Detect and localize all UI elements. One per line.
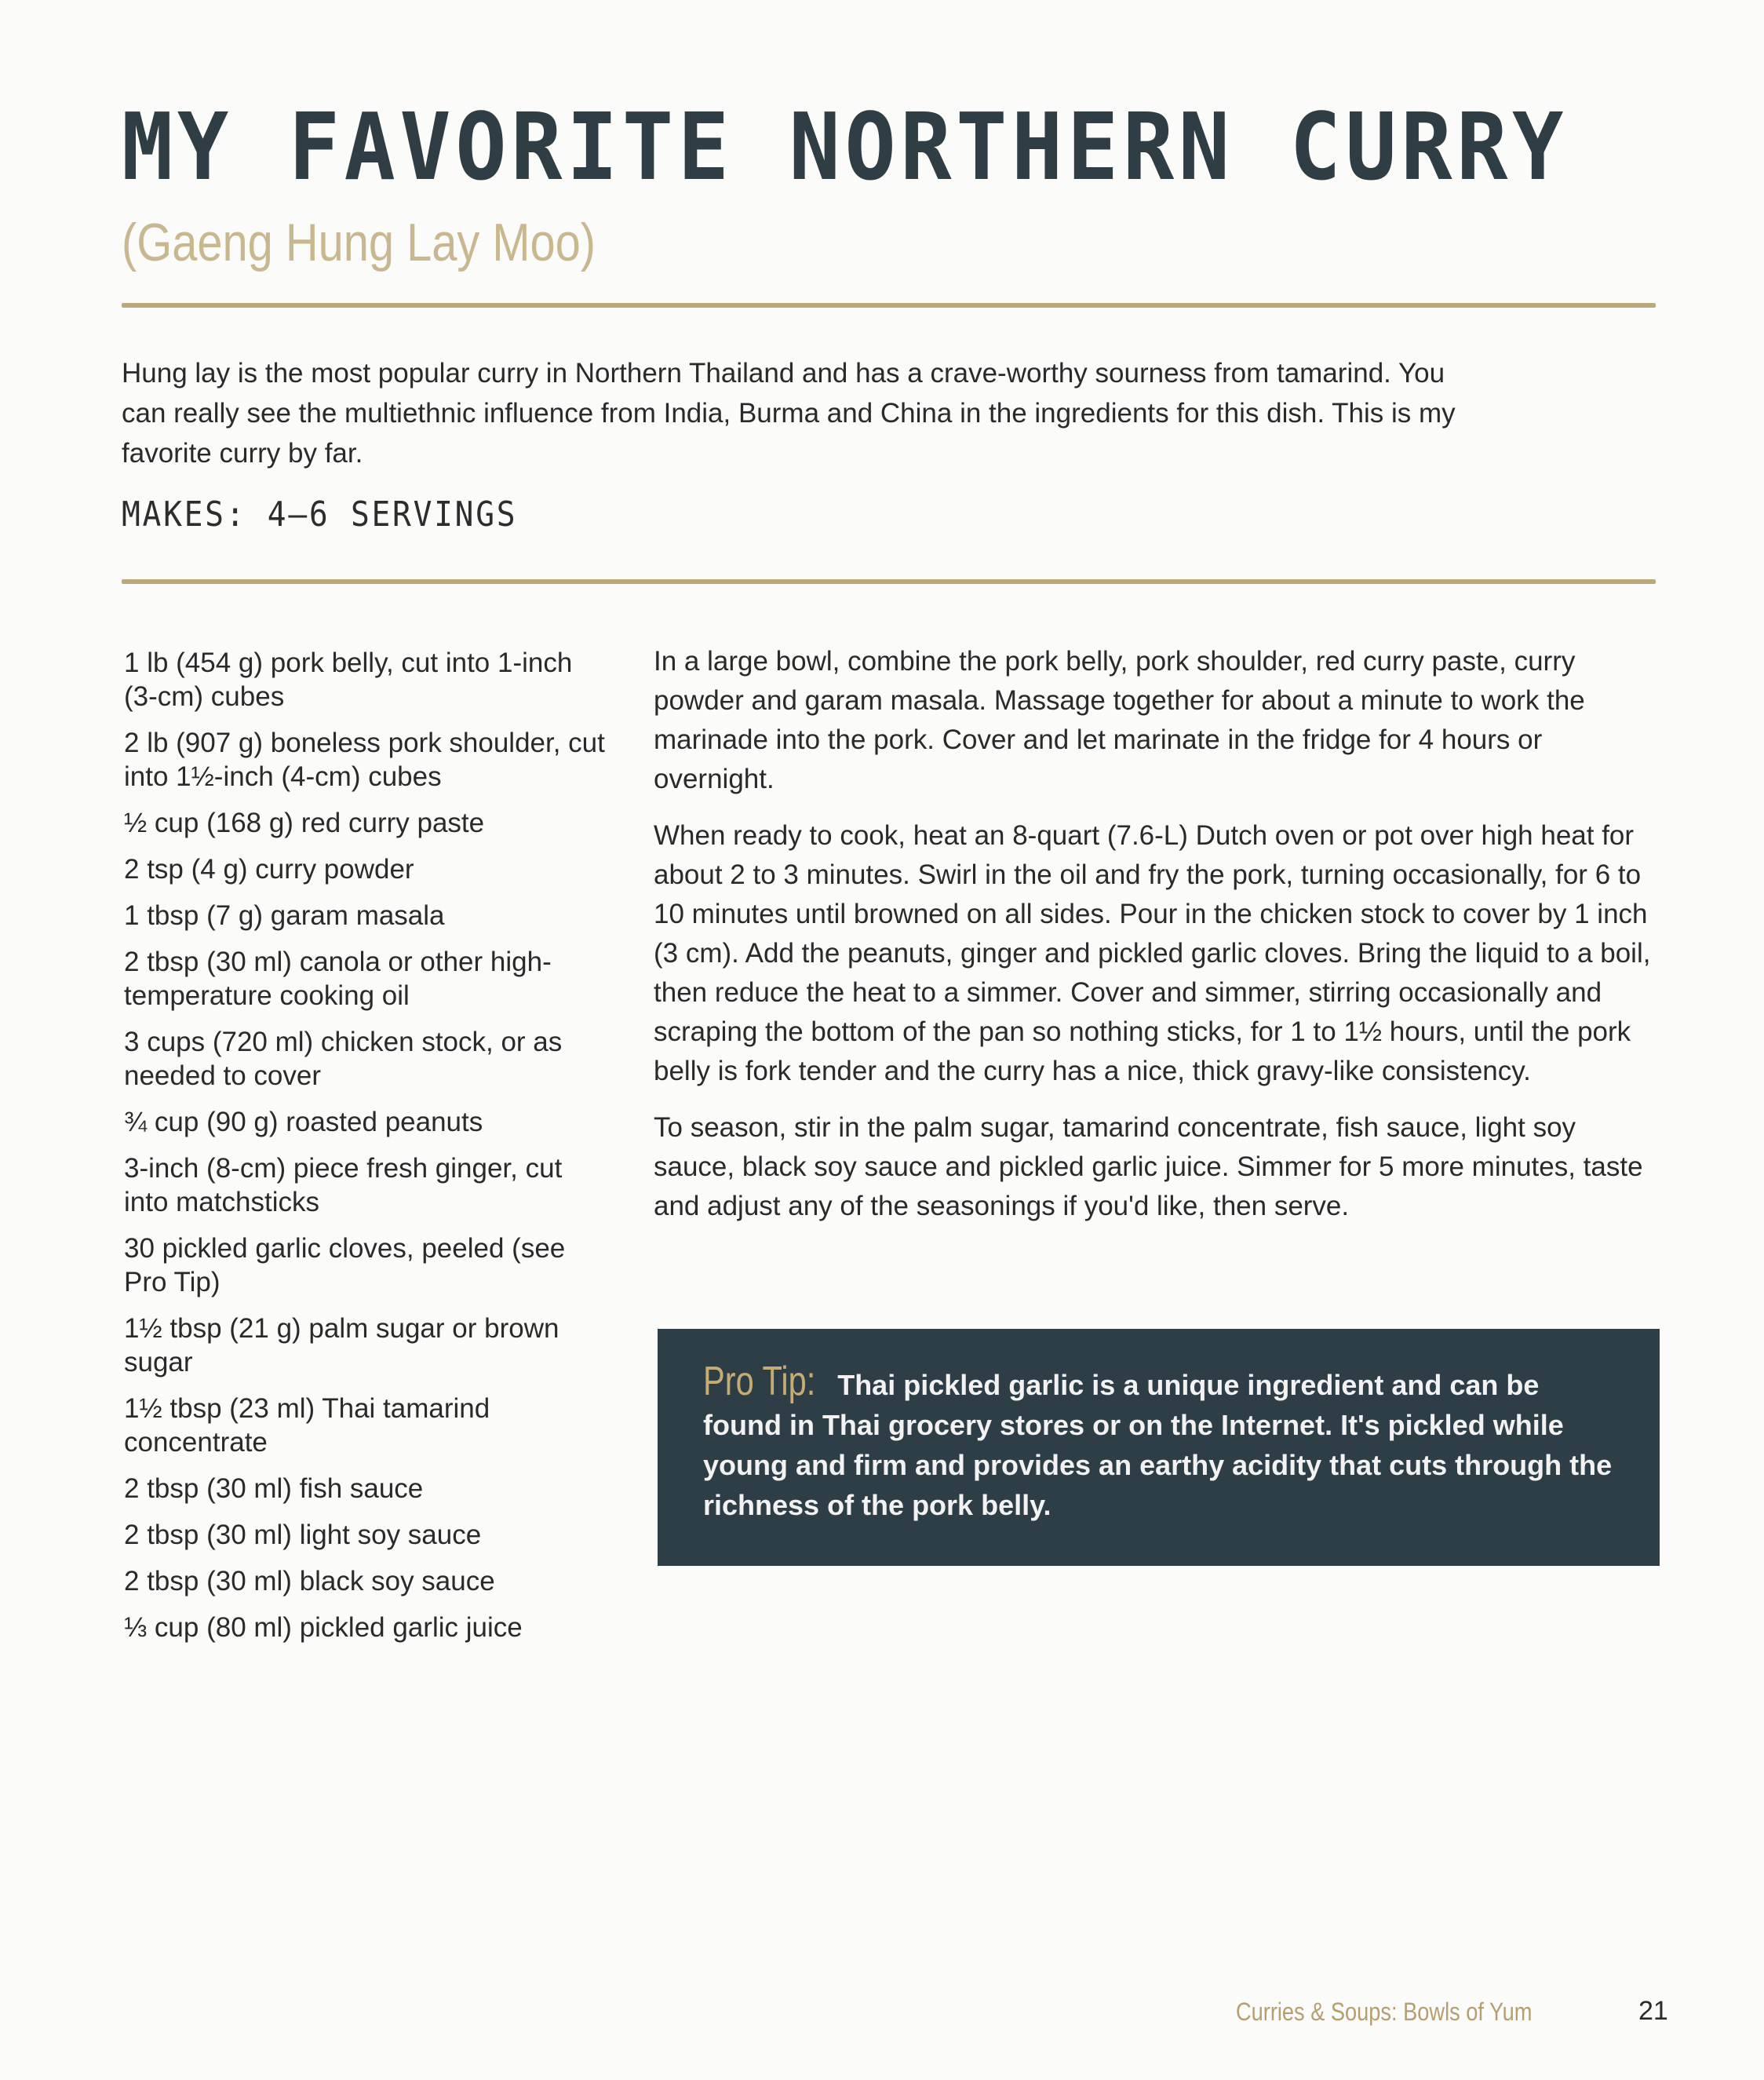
ingredient-list bbox=[124, 646, 610, 1657]
ingredient-item: ¾ cup (90 g) roasted peanuts bbox=[124, 1107, 483, 1137]
method-step: To season, stir in the palm sugar, tamarind concentrate, fish sauce, light soy sauce, black soy sauce and pickled garlic juice. Simmer for 5 more minutes, taste and adjust any of the seasonings if you'd like, then serve. bbox=[654, 1112, 1643, 1221]
ingredient-item: 1 tbsp (7 g) garam masala bbox=[124, 900, 445, 931]
ingredient-item: 3-inch (8-cm) piece fresh ginger, cut into matchsticks bbox=[124, 1153, 563, 1217]
ingredient-item: 2 tsp (4 g) curry powder bbox=[124, 854, 414, 885]
ingredient-item: 2 tbsp (30 ml) canola or other high-temperature cooking oil bbox=[124, 947, 552, 1011]
ingredient-item: ½ cup (168 g) red curry paste bbox=[124, 808, 485, 838]
ingredient-item: 3 cups (720 ml) chicken stock, or as needed to cover bbox=[124, 1027, 563, 1091]
recipe-subtitle: (Gaeng Hung Lay Moo) bbox=[122, 213, 596, 272]
method-section bbox=[654, 642, 1658, 1243]
section-divider bbox=[122, 579, 1656, 584]
method-step: When ready to cook, heat an 8-quart (7.6-L) Dutch oven or pot over high heat for about 2 to 3 minutes. Swirl in the oil and fry the pork, turning occasionally, for 6 to 10 minutes until browned on all sides. Pour in the chicken stock to cover by 1 inch (3 cm). Add the peanuts, ginger and pickled garlic cloves. Bring the liquid to a boil, then reduce the heat to a simmer. Cover and simmer, stirring occasionally and scraping the bottom of the pan so nothing sticks, for 1 to 1½ hours, until the pork belly is fork tender and the curry has a nice, thick gravy-like consistency. bbox=[654, 820, 1651, 1086]
intro-paragraph: Hung lay is the most popular curry in Northern Thailand and has a crave-worthy sourness from tamarind. You can really see the multiethnic influence from India, Burma and China in the ingredients for this dish. This is my favorite curry by far. bbox=[122, 358, 1456, 469]
ingredient-item: 1½ tbsp (23 ml) Thai tamarind concentrate bbox=[124, 1393, 490, 1458]
page-number: 21 bbox=[1638, 1996, 1668, 2026]
ingredient-item: 2 tbsp (30 ml) fish sauce bbox=[124, 1473, 424, 1504]
ingredient-item: 1½ tbsp (21 g) palm sugar or brown sugar bbox=[124, 1313, 559, 1378]
ingredient-item: 2 tbsp (30 ml) black soy sauce bbox=[124, 1566, 495, 1596]
top-divider bbox=[122, 303, 1656, 308]
pro-tip-box bbox=[658, 1329, 1660, 1566]
ingredient-item: ⅓ cup (80 ml) pickled garlic juice bbox=[124, 1612, 523, 1643]
footer-section-title: Curries & Soups: Bowls of Yum bbox=[1236, 1998, 1533, 2026]
ingredient-item: 2 tbsp (30 ml) light soy sauce bbox=[124, 1520, 482, 1550]
ingredient-item: 1 lb (454 g) pork belly, cut into 1-inch (3-cm) cubes bbox=[124, 648, 573, 712]
pro-tip-text: Thai pickled garlic is a unique ingredient and can be found in Thai grocery stores or on the Internet. It's pickled while young and firm and provides an earthy acidity that cuts through the richness of the pork belly. bbox=[703, 1369, 1613, 1521]
method-step: In a large bowl, combine the pork belly, pork shoulder, red curry paste, curry powder and garam masala. Massage together for about a minute to work the marinade into the pork. Cover and let marinate in the fridge for 4 hours or overnight. bbox=[654, 646, 1585, 794]
ingredient-item: 2 lb (907 g) boneless pork shoulder, cut into 1½-inch (4-cm) cubes bbox=[124, 728, 605, 792]
servings-yield: MAKES: 4–6 SERVINGS bbox=[122, 494, 518, 535]
pro-tip-label: Pro Tip: bbox=[703, 1359, 816, 1404]
recipe-title: MY FAVORITE NORTHERN CURRY bbox=[122, 93, 1568, 201]
ingredient-item: 30 pickled garlic cloves, peeled (see Pro Tip) bbox=[124, 1233, 566, 1297]
